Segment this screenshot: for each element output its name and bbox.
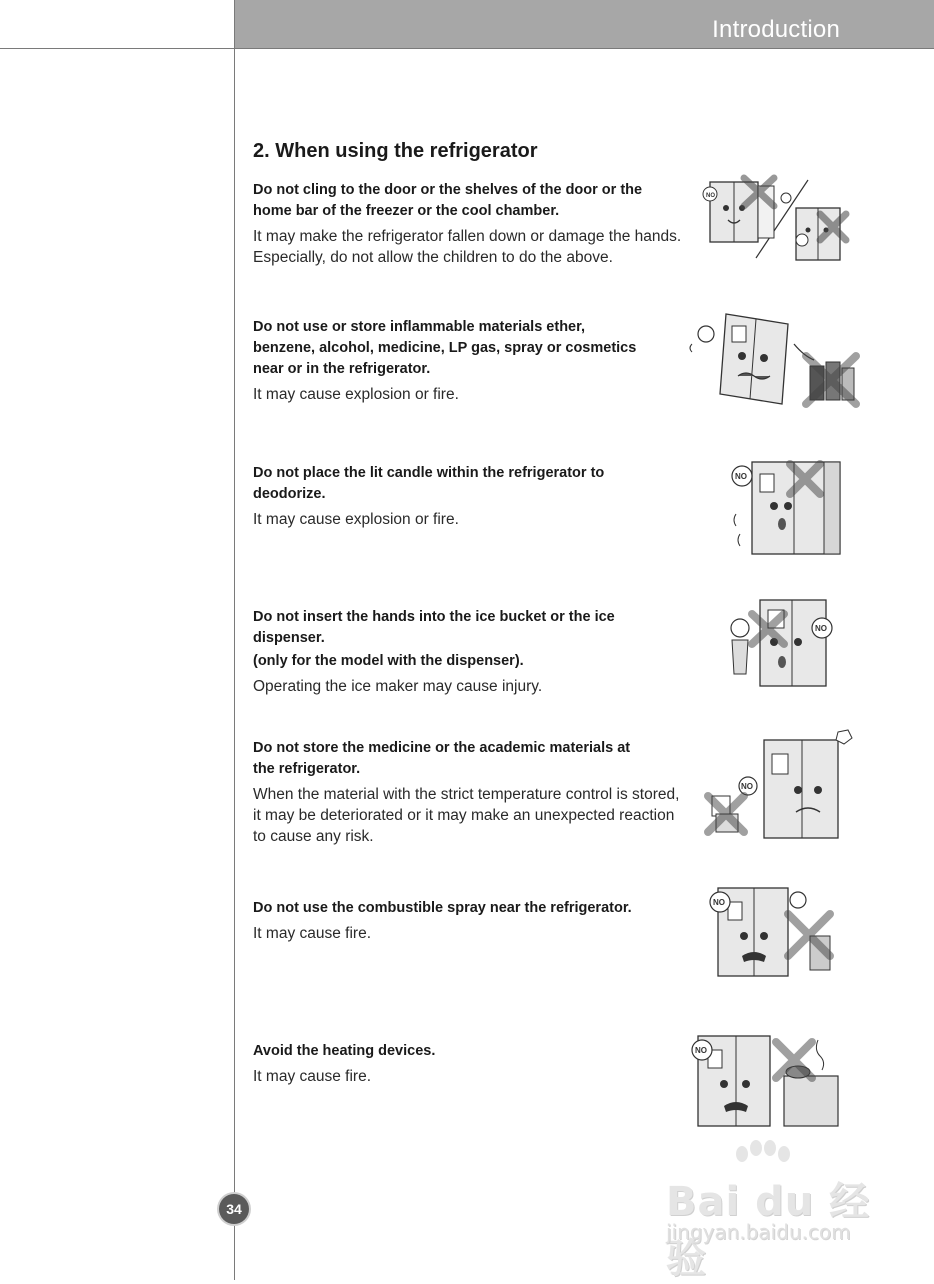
warning-line: Do not use the combustible spray near the refrigerator. [253,900,632,916]
warning-line: Do not store the medicine or the academic materials at [253,740,631,756]
warning-text [253,738,685,780]
watermark-main: Bai du 经验 [666,1179,871,1282]
header-divider [0,48,234,49]
warning-line: Do not cling to the door or the shelves of the door or the [253,182,643,198]
warning-item-ice-dispenser [253,607,685,697]
warning-line: (only for the model with the dispenser). [253,653,524,669]
warning-line: dispenser. [253,630,325,646]
warning-line: home bar of the freezer or the cool chamber. [253,203,560,219]
warning-line: the refrigerator. [253,761,361,777]
illustration-cling-door [696,168,861,268]
no-label: NO [695,1046,707,1055]
warning-description: It may cause explosion or fire. [253,511,459,528]
warning-text [253,463,685,505]
illustration-inflammable [682,304,862,412]
warning-description: It may cause fire. [253,1068,372,1085]
warning-line: Do not insert the hands into the ice bucket or the ice [253,609,615,625]
warning-line: benzene, alcohol, medicine, LP gas, spray or cosmetics [253,340,637,356]
header-bar [234,0,934,49]
warning-description: It may make the refrigerator fallen down or damage the hands. Especially, do not allow the children to do the above. [253,228,682,266]
warning-text [253,1041,685,1062]
illustration-candle [716,454,846,558]
warning-description: It may cause explosion or fire. [253,386,459,403]
illustration-medicine [702,726,858,844]
header-title: Introduction [712,16,840,43]
section-title: 2. When using the refrigerator [253,140,538,162]
no-label: NO [815,624,827,633]
warning-text [253,607,685,672]
warning-item-spray [253,898,685,944]
watermark-sub: jingyan.baidu.com [666,1220,851,1244]
warning-text [253,180,685,222]
illustration-heating [686,1026,844,1130]
warning-text [253,317,685,380]
warning-description: Operating the ice maker may cause injury. [253,678,543,695]
warning-item-medicine [253,738,685,847]
no-label: NO [706,193,715,199]
warning-line: Avoid the heating devices. [253,1043,436,1059]
margin-rule [234,0,235,1280]
illustration-spray [706,878,840,982]
warning-item-candle [253,463,685,530]
warning-line: Do not place the lit candle within the refrigerator to [253,465,605,481]
no-label: NO [735,472,747,481]
warning-line: near or in the refrigerator. [253,361,431,377]
illustration-ice-dispenser [722,594,842,694]
warning-text [253,898,685,919]
no-label: NO [713,898,725,907]
page-number: 34 [219,1194,249,1224]
warning-line: deodorize. [253,486,326,502]
warning-description: It may cause fire. [253,925,372,942]
warning-item-inflammable [253,317,685,405]
no-label: NO [741,782,753,791]
watermark [660,1140,890,1282]
warning-description: When the material with the strict temperature control is stored, it may be deteriorated or it may make an unexpected reaction to cause any risk. [253,786,680,845]
warning-line: Do not use or store inflammable materials ether, [253,319,585,335]
warning-item-heating [253,1041,685,1087]
warning-item-cling-door [253,180,685,268]
